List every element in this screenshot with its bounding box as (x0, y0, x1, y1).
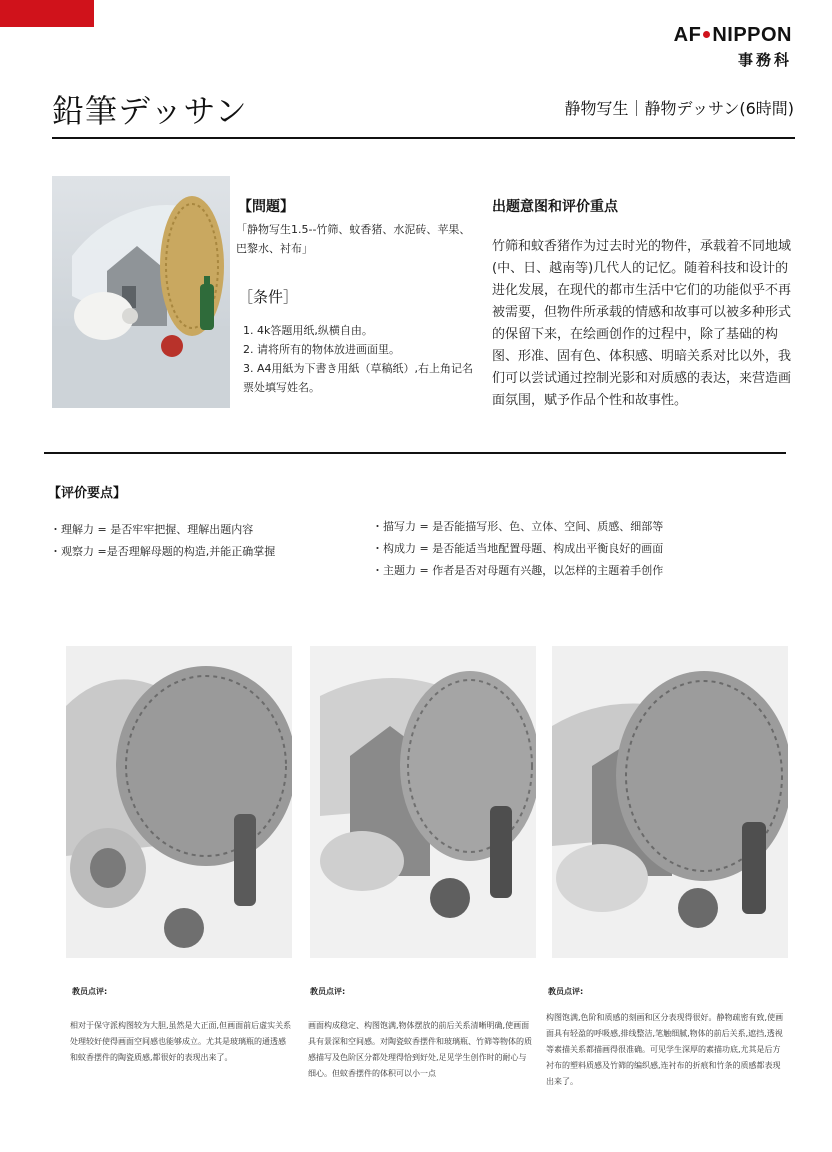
evaluation-list-left (50, 519, 350, 563)
condition-item: 1. 4k答题用纸,纵横自由。 (243, 324, 373, 337)
sketch-illustration (552, 646, 788, 958)
page-title: 鉛筆デッサン (52, 92, 248, 130)
conditions-heading: ［条件］ (238, 288, 299, 306)
comment-text: 相对于保守派构图较为大胆,虽然是大正面,但画面前后虚实关系处理较好使得画面空间感也能够成立。尤其是玻璃瓶的通透感和蚊香摆件的陶瓷质感,都很好的表现出来了。 (70, 1021, 292, 1062)
comment-heading: 教员点评: (72, 987, 108, 996)
comment-text: 构图饱满,色阶和质感的刻画和区分表现得很好。静物疏密有致,使画面具有轻盈的呼吸感,排线整洁,笔触细腻,物体的前后关系,遮挡,透视等素描关系都描画得很准确。可见学生深厚的素描功底,尤其是后方衬布的塑料质感及竹筛的编织感,连衬布的折痕和竹条的质感都表现出来了。 (546, 1013, 784, 1086)
logo-wordmark (674, 24, 792, 47)
still-life-photo-illustration (52, 176, 230, 408)
intent-heading: 出题意图和评价重点 (492, 199, 618, 215)
logo-text-nippon: NIPPON (712, 24, 792, 46)
pencil-sketch-3 (552, 646, 788, 958)
problem-heading: 【問題】 (238, 199, 294, 215)
logo[interactable] (674, 24, 792, 70)
evaluation-item: ・构成力 = 是否能适当地配置母题、构成出平衡良好的画面 (372, 542, 664, 555)
evaluation-item: ・理解力 = 是否牢牢把握、理解出题内容 (50, 523, 254, 536)
conditions-list (243, 321, 483, 397)
evaluation-item: ・描写力 = 是否能描写形、色、立体、空间、质感、细部等 (372, 520, 664, 533)
evaluation-item: ・主题力 = 作者是否对母题有兴趣，以怎样的主题着手创作 (372, 564, 664, 577)
intent-text: 竹筛和蚊香猪作为过去时光的物件，承载着不同地域(中、日、越南等)几代人的记忆。随着科技和设计的进化发展，在现代的都市生活中它们的功能似乎不再被需要，但物件所承载的情感和故事可以被多种形式的保留下来，在绘画创作的过程中，除了基础的构图、形准、固有色、体积感、明暗关系对比以外，我们可以尝试通过控制光影和对质感的表达，来营造画面氛围，赋予作品个性和故事性。 (492, 239, 792, 408)
comment-heading: 教员点评: (310, 987, 346, 996)
pencil-sketch-2 (310, 646, 536, 958)
pencil-sketch-1 (66, 646, 292, 958)
logo-subtitle: 事務科 (737, 51, 792, 69)
section-divider (44, 452, 786, 454)
sketch-illustration (310, 646, 536, 958)
comment-heading: 教员点评: (548, 987, 584, 996)
logo-text-af: AF (673, 24, 702, 46)
logo-dot-icon (703, 31, 710, 38)
accent-tab (0, 0, 94, 27)
page-subtitle: 静物写生｜静物デッサン(6時間) (564, 99, 794, 118)
problem-text: 「静物写生1.5--竹筛、蚊香猪、水泥砖、苹果、巴黎水、衬布」 (236, 223, 471, 255)
header-divider (52, 137, 795, 139)
condition-item: 2. 请将所有的物体放进画面里。 (243, 343, 400, 356)
sketch-illustration (66, 646, 292, 958)
evaluation-list-right (372, 516, 792, 582)
comment-text: 画面构成稳定、构图饱满,物体摆放的前后关系清晰明确,使画面具有景深和空间感。对陶瓷蚊香摆件和玻璃瓶、竹筛等物体的质感描写及色阶区分都处理得恰到好处,足见学生创作时的耐心与细心。但蚊香摆件的体积可以小一点 (308, 1021, 532, 1078)
condition-item: 3. A4用紙为下書き用紙（草稿纸）,右上角记名票处填写姓名。 (243, 362, 474, 394)
still-life-photo (52, 176, 230, 408)
evaluation-item: ・观察力 =是否理解母题的构造,并能正确掌握 (50, 545, 276, 558)
evaluation-heading: 【评价要点】 (48, 486, 127, 501)
